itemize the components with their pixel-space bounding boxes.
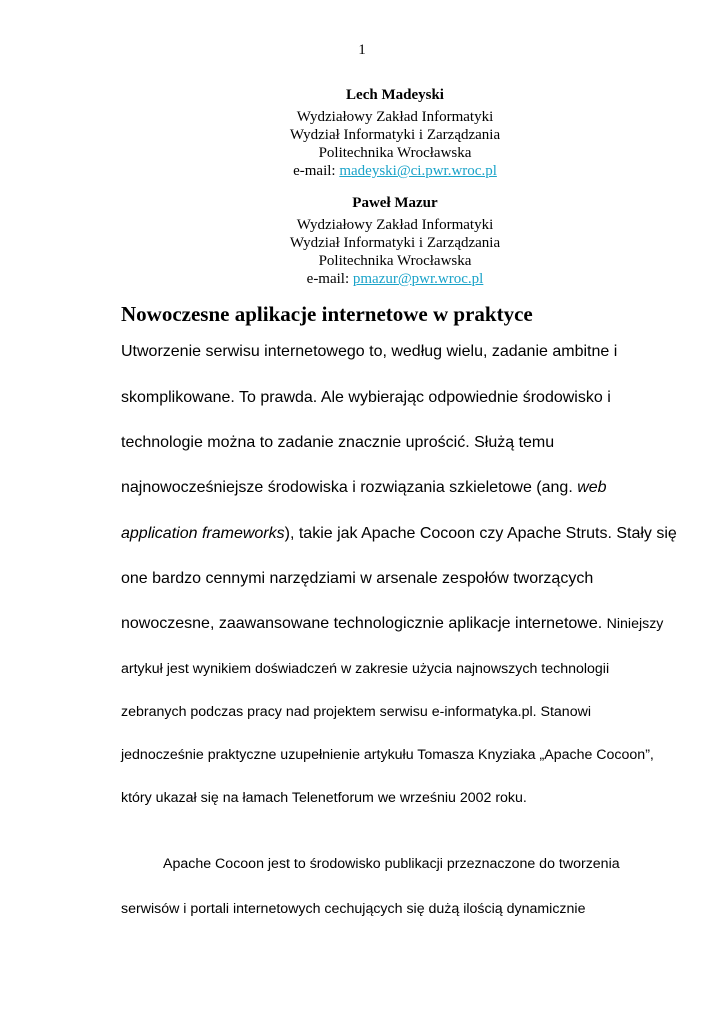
- author-email-line: [0, 270, 724, 288]
- body-line-10: jednocześnie praktyczne uzupełnienie artykułu Tomasza Knyziaka „Apache Cocoon”,: [121, 747, 654, 763]
- body-text: nowoczesne, zaawansowane technologicznie aplikacje internetowe.: [121, 615, 607, 632]
- author-department: Wydziałowy Zakład Informatyki: [296, 109, 494, 125]
- body-line-4: [121, 478, 607, 498]
- body-text-italic: application frameworks: [121, 525, 285, 542]
- body-line-3: technologie można to zadanie znacznie uprościć. Służą temu: [121, 434, 555, 451]
- author-university: Politechnika Wrocławska: [318, 253, 472, 269]
- body-line-2: skomplikowane. To prawda. Ale wybierając odpowiednie środowisko i: [121, 389, 611, 406]
- body-text: najnowocześniejsze środowiska i rozwiązania szkieletowe (ang.: [121, 479, 578, 496]
- author-block-1: [0, 86, 724, 180]
- body-line-6: one bardzo cennymi narzędziami w arsenale zespołów tworzących: [121, 570, 594, 587]
- email-prefix: e-mail:: [293, 163, 340, 179]
- author-email-line: [0, 162, 724, 180]
- author-email-link[interactable]: madeyski@ci.pwr.wroc.pl: [339, 163, 497, 179]
- body-line-11: który ukazał się na łamach Telenetforum we wrześniu 2002 roku.: [121, 790, 527, 806]
- author-block-2: [0, 194, 724, 288]
- body-text: ), takie jak Apache Cocoon czy Apache Struts. Stały się: [284, 525, 677, 542]
- author-name: Lech Madeyski: [346, 87, 444, 103]
- author-name: Paweł Mazur: [352, 195, 438, 211]
- body-line-9: zebranych podczas pracy nad projektem serwisu e-informatyka.pl. Stanowi: [121, 704, 591, 720]
- body-line-12: Apache Cocoon jest to środowisko publikacji przeznaczone do tworzenia: [163, 856, 620, 872]
- author-university: Politechnika Wrocławska: [318, 145, 472, 161]
- body-text-italic: web: [577, 479, 607, 496]
- body-line-1: Utworzenie serwisu internetowego to, według wielu, zadanie ambitne i: [121, 343, 618, 360]
- article-title: Nowoczesne aplikacje internetowe w praktyce: [121, 302, 533, 326]
- author-faculty: Wydział Informatyki i Zarządzania: [289, 127, 501, 143]
- body-line-5: [121, 524, 677, 544]
- body-text-small: Niniejszy: [606, 616, 664, 632]
- body-line-7: [121, 614, 663, 634]
- author-faculty: Wydział Informatyki i Zarządzania: [289, 235, 501, 251]
- author-email-link[interactable]: pmazur@pwr.wroc.pl: [352, 271, 484, 287]
- email-prefix: e-mail:: [306, 271, 353, 287]
- body-line-13: serwisów i portali internetowych cechujących się dużą ilością dynamicznie: [121, 901, 586, 917]
- page-number: 1: [358, 42, 366, 58]
- author-department: Wydziałowy Zakład Informatyki: [296, 217, 494, 233]
- body-line-8: artykuł jest wynikiem doświadczeń w zakresie użycia najnowszych technologii: [121, 661, 610, 677]
